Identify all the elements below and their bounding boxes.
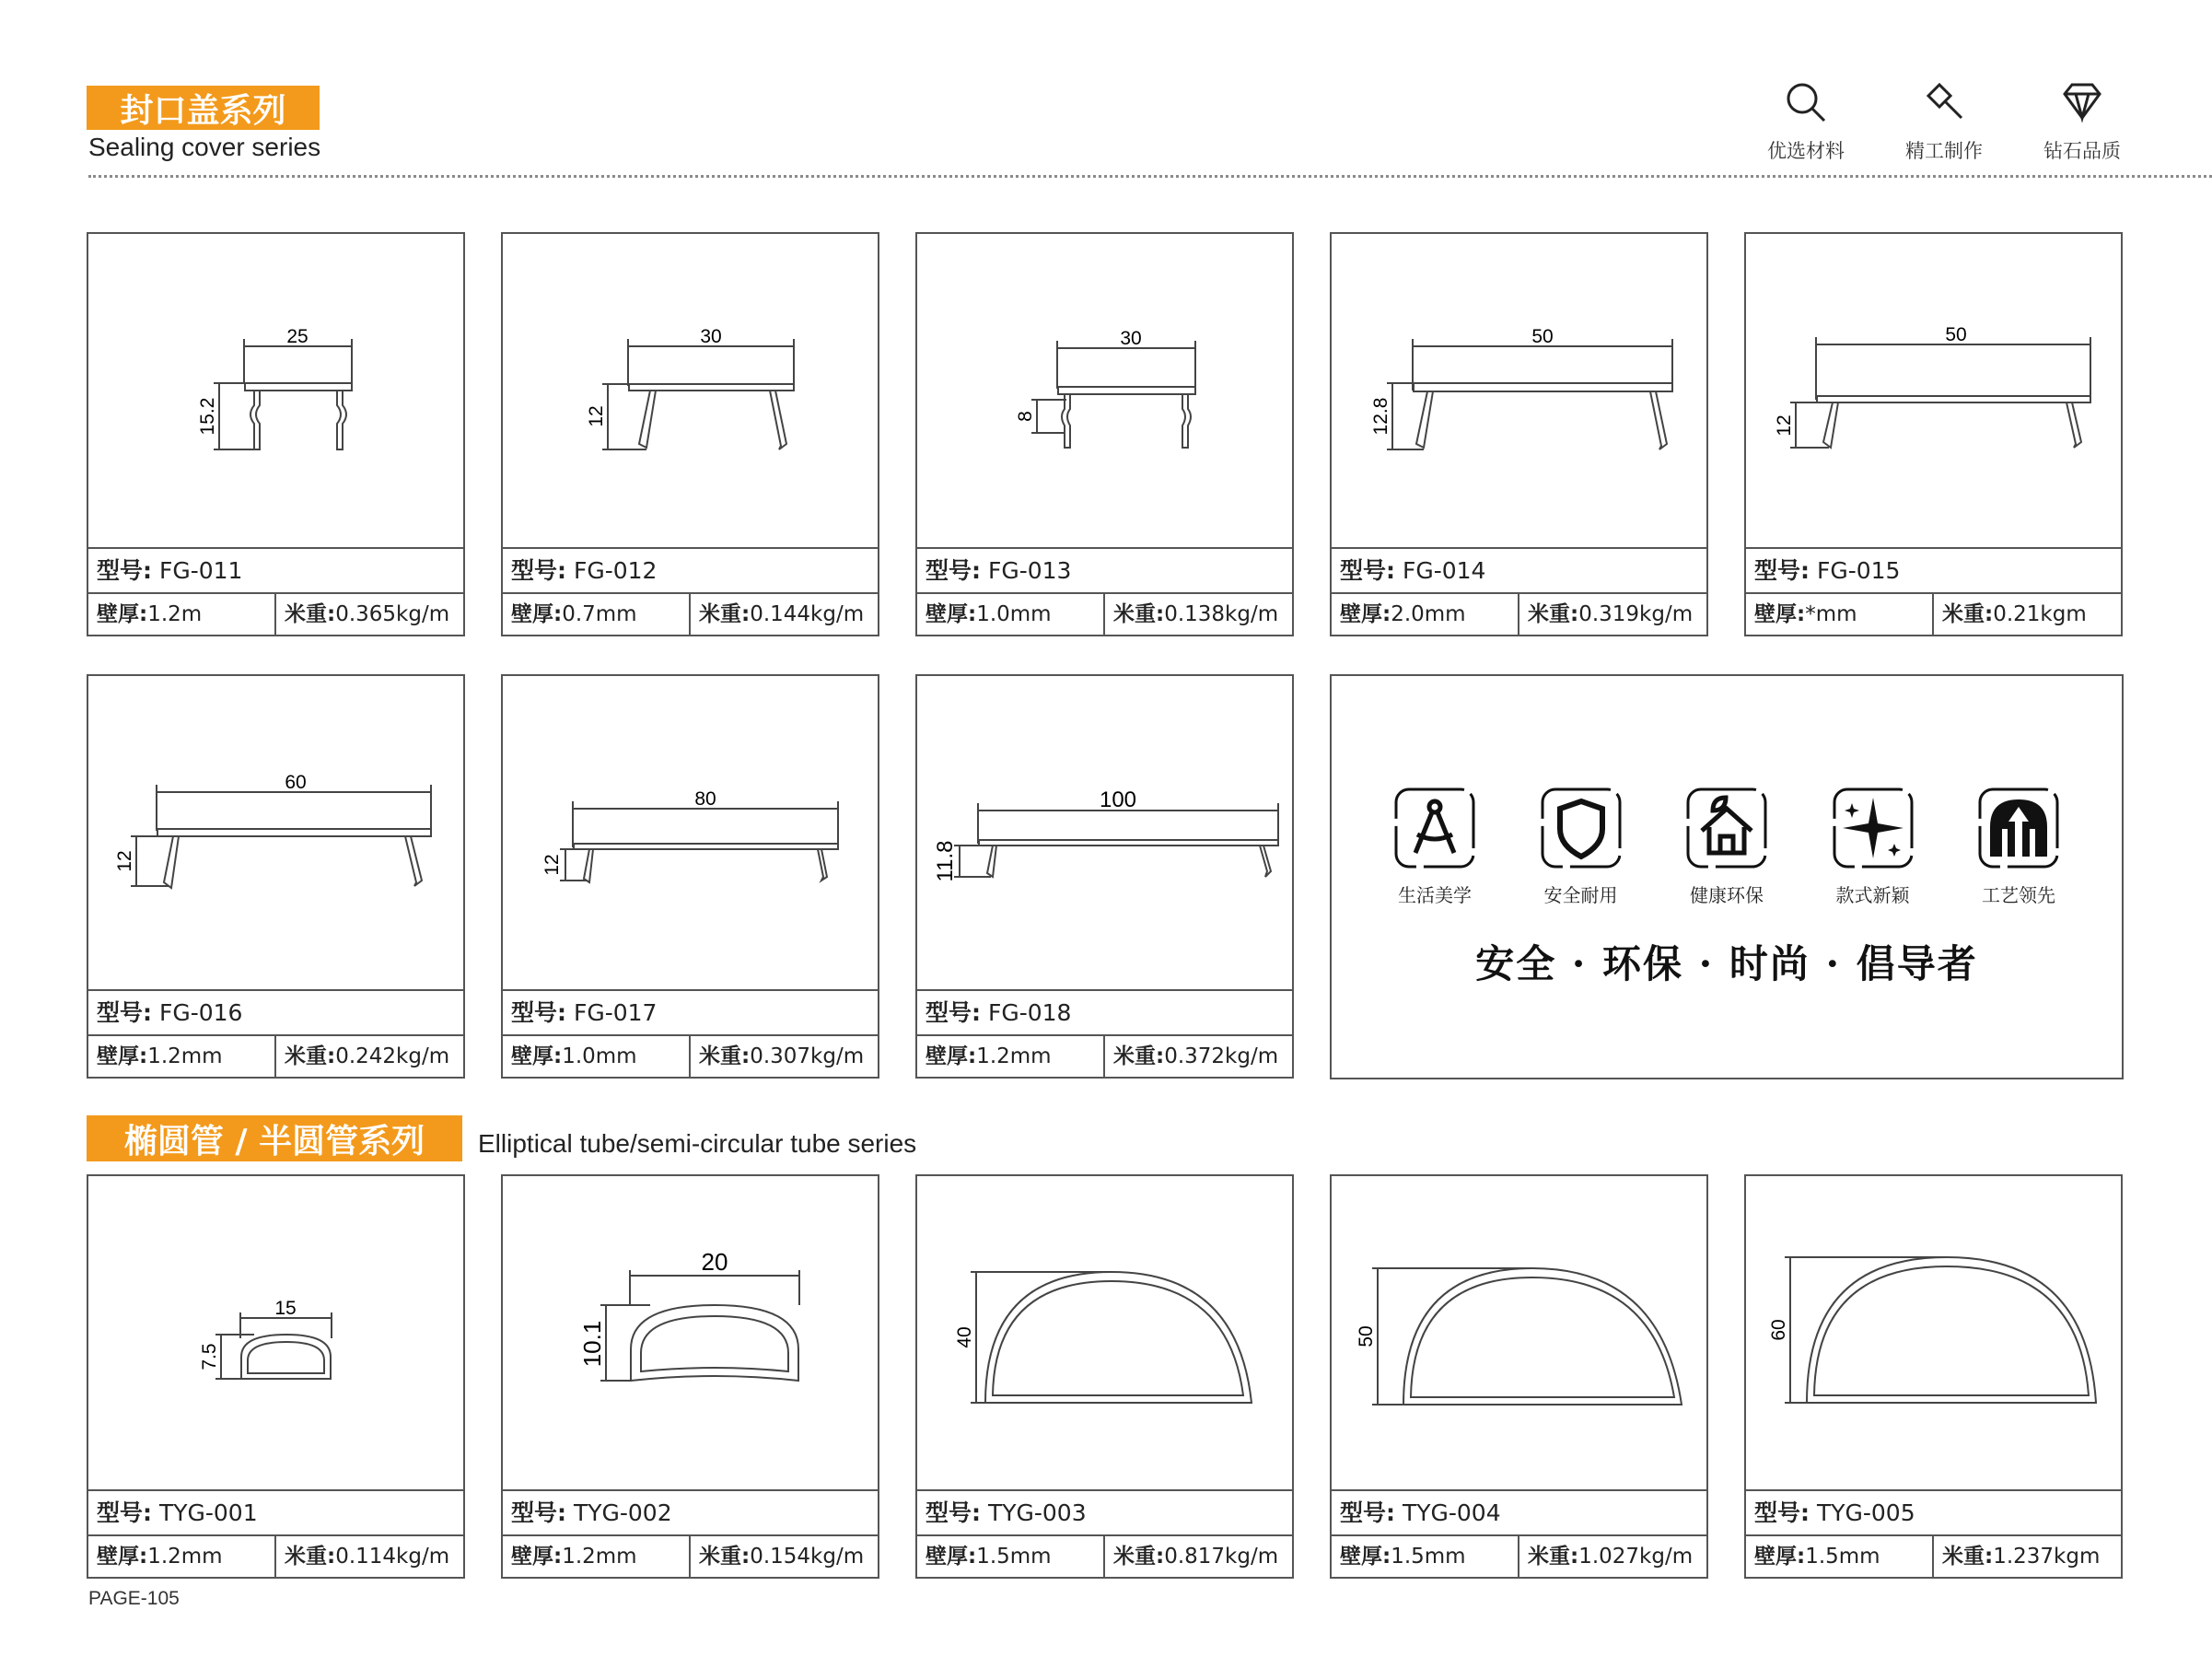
feature-label: 精工制作 [1905,140,1983,162]
promo-label: 款式新颖 [1835,884,1910,906]
meter-weight: 0.242kg/m [335,1044,450,1068]
wall-thickness: 1.2mm [562,1545,637,1569]
section2-subtitle: Elliptical tube/semi-circular tube series [478,1129,917,1158]
model-row: 型号: TYG-005 [1746,1489,2121,1534]
model-row: 型号: FG-014 [1332,547,1706,592]
profile-drawing [1746,1176,2121,1489]
feature-label: 钻石品质 [2043,140,2121,162]
dimension-height: 10.1 [578,1320,606,1368]
dimension-height: 12 [541,854,563,876]
spec-row: 壁厚:1.2mm 米重:0.372kg/m [917,1034,1292,1077]
feature-label: 优选材料 [1767,140,1845,162]
product-card-fg-011 [87,232,465,636]
wall-thickness: 1.2m [147,602,203,626]
wall-thickness: 1.0mm [976,602,1052,626]
model-row: 型号: FG-016 [88,989,463,1034]
spec-row: 壁厚:1.5mm 米重:0.817kg/m [917,1534,1292,1577]
feature-diamond-quality [2022,81,2142,164]
dimension-width: 30 [1120,328,1142,349]
header-divider [88,175,2212,178]
meter-weight: 0.144kg/m [750,602,865,626]
profile-drawing [503,1176,878,1489]
dimension-height: 11.8 [933,840,958,882]
promo-label: 工艺领先 [1982,884,2055,906]
product-card-fg-018 [915,674,1294,1079]
product-card-tyg-002 [501,1174,879,1579]
profile-drawing [88,676,463,989]
profile-drawing [1746,234,2121,547]
model-row: 型号: FG-012 [503,547,878,592]
dimension-height: 12 [1774,414,1795,437]
eco-house-icon [1685,787,1768,869]
promo-label: 生活美学 [1398,884,1472,906]
spec-row: 壁厚:1.2mm 米重:0.242kg/m [88,1034,463,1077]
model-code: FG-018 [987,999,1072,1026]
promo-icon-row [1380,787,2074,907]
dimension-height: 7.5 [199,1343,220,1371]
meter-weight: 1.237kgm [1993,1545,2101,1569]
brand-slogan: 安全 · 环保 · 时尚 · 倡导者 [1475,941,1978,986]
dimension-height: 12 [586,405,607,427]
model-code: FG-014 [1402,557,1486,584]
profile-drawing [917,676,1292,989]
wall-thickness: 0.7mm [562,602,637,626]
dimension-width: 20 [701,1248,728,1276]
section-title-tag: 封口盖系列 [87,86,320,130]
dimension-width: 100 [1099,787,1137,812]
dimension-height: 15.2 [197,397,218,436]
model-row: 型号: FG-011 [88,547,463,592]
product-card-tyg-003 [915,1174,1294,1579]
profile-drawing [1332,234,1706,547]
spec-row: 壁厚:*mm 米重:0.21kgm [1746,592,2121,635]
sparkle-icon [1832,787,1915,869]
meter-weight: 0.21kgm [1993,602,2087,626]
wall-thickness: *mm [1805,602,1857,626]
dimension-width: 60 [285,772,307,793]
profile-drawing [917,234,1292,547]
model-code: FG-012 [573,557,658,584]
dimension-width: 80 [694,788,716,810]
profile-drawing [503,676,878,989]
model-code: FG-017 [573,999,658,1026]
shield-icon [1540,787,1623,869]
product-card-fg-017 [501,674,879,1079]
model-code: TYG-001 [158,1499,258,1526]
model-row: 型号: FG-018 [917,989,1292,1034]
wall-thickness: 1.5mm [976,1545,1052,1569]
wall-thickness: 1.5mm [1391,1545,1466,1569]
wall-thickness: 1.5mm [1805,1545,1880,1569]
magnifier-icon [1785,81,1827,123]
meter-weight: 0.817kg/m [1164,1545,1279,1569]
product-card-fg-013 [915,232,1294,636]
profile-drawing [88,1176,463,1489]
meter-weight: 0.114kg/m [335,1545,450,1569]
wall-thickness: 1.2mm [147,1044,223,1068]
spec-row: 壁厚:0.7mm 米重:0.144kg/m [503,592,878,635]
model-code: FG-011 [158,557,243,584]
model-code: TYG-005 [1816,1499,1915,1526]
spec-row: 壁厚:1.2mm 米重:0.114kg/m [88,1534,463,1577]
dimension-height: 40 [954,1326,975,1348]
profile-drawing [1332,1176,1706,1489]
feature-fine-craft [1884,81,2004,164]
meter-weight: 0.307kg/m [750,1044,865,1068]
model-row: 型号: TYG-004 [1332,1489,1706,1534]
promo-label: 健康环保 [1690,884,1764,906]
dimension-width: 50 [1531,326,1554,347]
meter-weight: 0.138kg/m [1164,602,1279,626]
dimension-width: 50 [1945,324,1967,345]
model-row: 型号: FG-015 [1746,547,2121,592]
meter-weight: 1.027kg/m [1578,1545,1694,1569]
page-number: PAGE-105 [88,1588,180,1609]
product-card-tyg-005 [1744,1174,2123,1579]
model-code: FG-016 [158,999,243,1026]
promo-item-eco [1671,787,1782,907]
profile-drawing [503,234,878,547]
spec-row: 壁厚:1.2m 米重:0.365kg/m [88,592,463,635]
model-row: 型号: TYG-003 [917,1489,1292,1534]
product-card-fg-015 [1744,232,2123,636]
model-row: 型号: TYG-002 [503,1489,878,1534]
model-row: 型号: FG-013 [917,547,1292,592]
product-card-tyg-004 [1330,1174,1708,1579]
meter-weight: 0.319kg/m [1578,602,1694,626]
promo-item-aesthetics [1380,787,1490,907]
product-card-fg-012 [501,232,879,636]
dimension-height: 60 [1768,1319,1789,1341]
brand-promo-box [1330,674,2124,1079]
promo-item-durable [1526,787,1636,907]
dimension-height: 12 [114,850,135,872]
spec-row: 壁厚:1.5mm 米重:1.027kg/m [1332,1534,1706,1577]
product-card-fg-014 [1330,232,1708,636]
wall-thickness: 1.2mm [147,1545,223,1569]
meter-weight: 0.154kg/m [750,1545,865,1569]
section2-title-tag: 椭圆管 / 半圆管系列 [87,1115,462,1161]
dimension-width: 25 [286,326,309,347]
spec-row: 壁厚:2.0mm 米重:0.319kg/m [1332,592,1706,635]
meter-weight: 0.372kg/m [1164,1044,1279,1068]
model-row: 型号: FG-017 [503,989,878,1034]
dimension-width: 15 [274,1298,297,1319]
wall-thickness: 1.2mm [976,1044,1052,1068]
wall-thickness: 1.0mm [562,1044,637,1068]
craft-icon [1977,787,2060,869]
promo-item-style [1818,787,1928,907]
feature-quality-materials [1746,81,1866,164]
dimension-height: 50 [1356,1325,1377,1347]
profile-drawing [88,234,463,547]
compass-icon [1393,787,1476,869]
product-card-tyg-001 [87,1174,465,1579]
meter-weight: 0.365kg/m [335,602,450,626]
model-row: 型号: TYG-001 [88,1489,463,1534]
model-code: TYG-003 [987,1499,1087,1526]
dimension-height: 12.8 [1370,397,1391,436]
diamond-icon [2061,81,2103,123]
spec-row: 壁厚:1.0mm 米重:0.138kg/m [917,592,1292,635]
spec-row: 壁厚:1.5mm 米重:1.237kgm [1746,1534,2121,1577]
wall-thickness: 2.0mm [1391,602,1466,626]
spec-row: 壁厚:1.2mm 米重:0.154kg/m [503,1534,878,1577]
profile-drawing [917,1176,1292,1489]
dimension-width: 30 [700,326,722,347]
dimension-height: 8 [1015,411,1036,422]
section-subtitle: Sealing cover series [88,133,321,161]
model-code: TYG-004 [1402,1499,1501,1526]
model-code: TYG-002 [573,1499,672,1526]
model-code: FG-015 [1816,557,1901,584]
promo-item-craft [1963,787,2074,907]
model-code: FG-013 [987,557,1072,584]
promo-label: 安全耐用 [1543,884,1618,906]
spec-row: 壁厚:1.0mm 米重:0.307kg/m [503,1034,878,1077]
product-card-fg-016 [87,674,465,1079]
hammer-icon [1923,81,1965,123]
